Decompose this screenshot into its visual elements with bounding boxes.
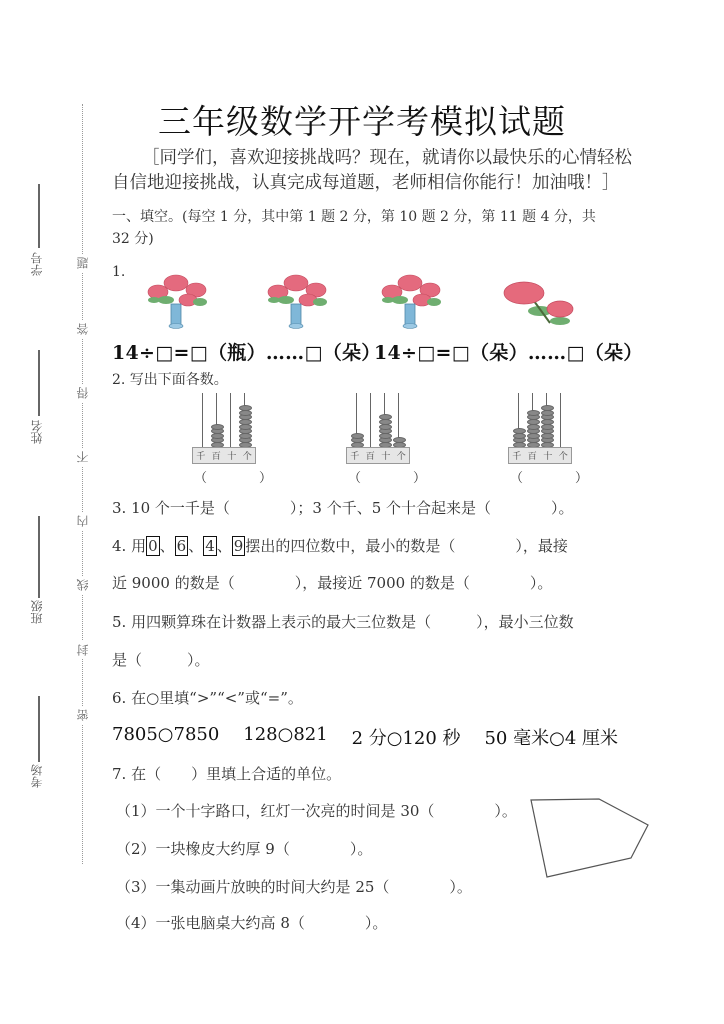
abacus-rod	[560, 393, 561, 449]
section-heading: 一、填空。(每空 1 分，其中第 1 题 2 分，第 10 题 2 分，第 11 题 4 分，共 32 分)	[112, 209, 596, 247]
place-label: 百	[527, 452, 537, 462]
student-id-label: 学号	[30, 252, 44, 276]
q4-line-1	[112, 535, 568, 556]
separator: 、	[159, 537, 175, 555]
binding-dotted-line	[82, 104, 83, 864]
separator: 、	[216, 537, 232, 555]
q7-item: （2）一块橡皮大约厚 9（ ）。	[116, 840, 373, 858]
q4-rest: 摆出的四位数中，最小的数是（ ），最接	[245, 537, 568, 555]
seal-char: 封	[74, 641, 91, 659]
pentagon-figure	[520, 790, 660, 882]
seal-char: 不	[74, 448, 91, 466]
digit-card: 4	[205, 537, 215, 555]
exam-room-label: 考场	[30, 764, 44, 788]
abacus	[508, 393, 578, 463]
student-id-field[interactable]	[38, 184, 40, 248]
class-field[interactable]	[38, 516, 40, 598]
seal-char: 得	[74, 384, 91, 402]
seal-char: 答	[74, 320, 91, 338]
intro-line-1: ［同学们，喜欢迎接挑战吗？现在，就请你以最快乐的心情轻松	[142, 148, 632, 168]
q7-item: （1）一个十字路口，红灯一次亮的时间是 30（ ）。	[116, 802, 517, 820]
q6-text: 6. 在○里填“>”“<”或“=”。	[112, 689, 303, 707]
abacus-bead	[239, 405, 252, 411]
class-label: 班级	[30, 600, 44, 624]
flower-vase-icon	[264, 270, 334, 332]
abacus-answer-blank[interactable]: （ ）	[510, 471, 589, 486]
place-label: 千	[196, 452, 206, 462]
place-label: 千	[512, 452, 522, 462]
seal-char: 密	[74, 706, 91, 724]
flower-vase-icon	[378, 270, 448, 332]
q7-item: （3）一集动画片放映的时间大约是 25（ ）。	[116, 878, 472, 896]
q7-item: （4）一张电脑桌大约高 8（ ）。	[116, 914, 388, 932]
page-title: 三年级数学开学考模拟试题	[158, 102, 566, 141]
q3-text: 3. 10 个一千是（ ）；3 个千、5 个十合起来是（ ）。	[112, 499, 574, 517]
abacus-bead	[541, 405, 554, 411]
place-label: 十	[543, 452, 553, 462]
q1-equation-1: 14÷□=□（瓶）……□（朵）	[112, 342, 381, 364]
abacus-answer-blank[interactable]: （ ）	[348, 471, 427, 486]
seal-char: 题	[74, 254, 91, 272]
exam-room-field[interactable]	[38, 696, 40, 762]
digit-card: 0	[148, 537, 158, 555]
abacus	[192, 393, 262, 463]
place-label: 个	[396, 452, 406, 462]
name-label: 姓名	[30, 420, 44, 444]
abacus-bead	[527, 410, 540, 416]
q4-prefix: 4. 用	[112, 537, 147, 555]
flower-vase-icon	[144, 270, 214, 332]
place-label: 千	[350, 452, 360, 462]
seal-char: 内	[74, 512, 91, 530]
abacus	[346, 393, 416, 463]
place-label: 十	[381, 452, 391, 462]
abacus-base	[508, 447, 572, 464]
q5-line-2: 是（ ）。	[112, 651, 210, 669]
comparison-item[interactable]: 7805○7850	[112, 724, 220, 745]
place-label: 百	[211, 452, 221, 462]
intro-line-2: 自信地迎接挑战，认真完成每道题，老师相信你能行！加油哦！］	[112, 173, 620, 193]
abacus-base	[346, 447, 410, 464]
loose-roses-icon	[500, 272, 580, 334]
place-label: 十	[227, 452, 237, 462]
q6-comparisons	[112, 724, 618, 750]
q2-text: 2. 写出下面各数。	[112, 372, 228, 388]
q4-line-2: 近 9000 的数是（ ），最接近 7000 的数是（ ）。	[112, 574, 553, 592]
abacus-bead	[211, 424, 224, 430]
comparison-item[interactable]: 128○821	[243, 724, 328, 745]
abacus-base	[192, 447, 256, 464]
q7-text: 7. 在（ ）里填上合适的单位。	[112, 765, 342, 783]
separator: 、	[188, 537, 204, 555]
abacus-answer-blank[interactable]: （ ）	[194, 471, 273, 486]
abacus-rod	[370, 393, 371, 449]
seal-char: 线	[74, 576, 91, 594]
intro-text	[112, 146, 632, 196]
place-label: 个	[242, 452, 252, 462]
q1-number: 1.	[112, 264, 126, 280]
digit-card: 6	[176, 537, 187, 555]
digit-card: 9	[233, 537, 244, 555]
q1-equation-2: 14÷□=□（朵）……□（朵）	[374, 342, 643, 364]
place-label: 个	[558, 452, 568, 462]
place-label: 百	[365, 452, 375, 462]
abacus-bead	[351, 433, 364, 439]
abacus-bead	[513, 428, 526, 434]
abacus-rod	[230, 393, 231, 449]
q5-line-1: 5. 用四颗算珠在计数器上表示的最大三位数是（ ），最小三位数	[112, 613, 574, 631]
name-field[interactable]	[38, 350, 40, 416]
abacus-rod	[202, 393, 203, 449]
comparison-item[interactable]: 2 分○120 秒	[351, 728, 461, 749]
comparison-item[interactable]: 50 毫米○4 厘米	[484, 728, 618, 749]
